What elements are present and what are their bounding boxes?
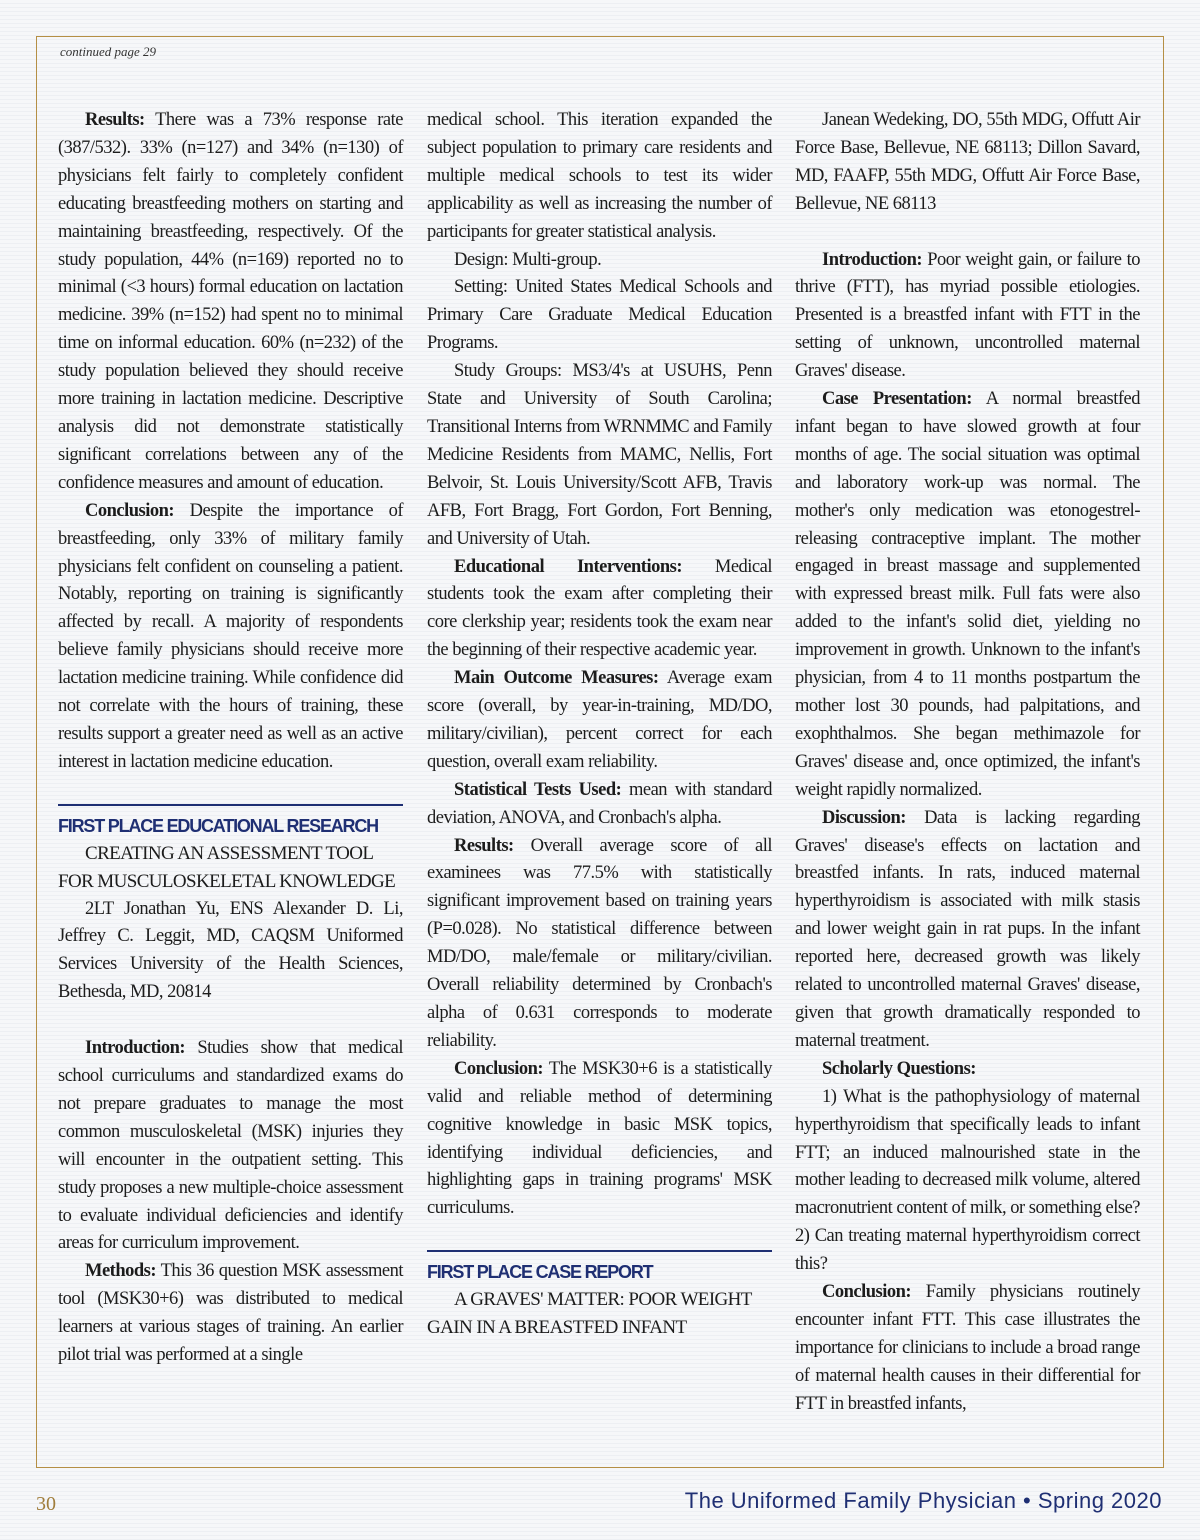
article-title-graves: A GRAVES' MATTER: POOR WEIGHT GAIN IN A BREASTFED INFANT	[427, 1289, 752, 1339]
intro-label: Introduction:	[85, 1038, 186, 1059]
section-heading-case-report: FIRST PLACE CASE REPORT	[427, 1250, 772, 1286]
discussion-text: Data is lacking regarding Graves' disease's effects on lactation and breastfed infants. In rats, induced maternal hyperthyroidism is associated with milk stasis and lower weight gain in rat pups. In the infant reported here, decreased growth was likely related to uncontrolled maternal Graves' disease, given that growth dramatically responded to maternal treatment.	[795, 807, 1140, 1051]
intro-paragraph-graves	[795, 247, 1140, 387]
case-label: Case Presentation:	[822, 389, 972, 410]
statistical-tests-paragraph	[427, 777, 772, 833]
column-2	[427, 107, 772, 1342]
conclusion-text-msk: The MSK30+6 is a statistically valid and reliable method of determining cognitive knowledge in basic MSK topics, identifying individual deficiencies, and highlighting gaps in training programs' MSK curriculums.	[427, 1058, 772, 1219]
scholarly-questions-label: Scholarly Questions:	[822, 1058, 976, 1079]
results-label: Results:	[85, 110, 145, 130]
conclusion-text: Despite the importance of breastfeeding, only 33% of military family physicians felt confident on counseling a patient. Notably, reporting on training is significantly affected by recall. A majority of respondents believe family physicians should receive more lactation medicine training. While confidence did not correlate with the hours of training, these results support a greater need as well as an active interest in lactation medicine education.	[58, 500, 403, 772]
conclusion-paragraph-msk	[427, 1056, 772, 1223]
methods-continued: medical school. This iteration expanded the subject population to primary care residents and multiple medical schools to test its wider applicability as well as increasing the number of participants for greater statistical analysis.	[427, 110, 772, 242]
intro-text: Studies show that medical school curriculums and standardized exams do not prepare graduates to manage the most common musculoskeletal (MSK) injuries they will encounter in the outpatient setting. This study proposes a new multiple-choice assessment to evaluate individual deficiencies and identify areas for curriculum improvement.	[58, 1038, 404, 1254]
results-label-msk: Results:	[454, 835, 514, 856]
edint-label: Educational Interventions:	[454, 556, 682, 577]
methods-paragraph	[58, 1258, 403, 1370]
mom-text: Average exam score (overall, by year-in-training, MD/DO, military/civilian), percent correct for each question, overall exam reliability.	[427, 668, 772, 772]
column-1	[58, 107, 403, 1370]
conclusion-paragraph	[58, 498, 403, 777]
intro-label-graves: Introduction:	[822, 249, 923, 270]
authors-graves: Janean Wedeking, DO, 55th MDG, Offutt Air Force Base, Bellevue, NE 68113; Dillon Savard, MD, FAAFP, 55th MDG, Offutt Air Force Base, Bellevue, NE 68113	[795, 110, 1140, 214]
conclusion-paragraph-graves	[795, 1279, 1140, 1419]
results-text-msk: Overall average score of all examinees was 77.5% with statistically significant improvement based on training years (P=0.028). No statistical difference between MD/DO, male/female or military/civilian. Overall reliability determined by Cronbach's alpha of 0.631 corresponds to moderate reliability.	[427, 835, 772, 1051]
discussion-label: Discussion:	[822, 807, 906, 828]
column-3	[795, 107, 1140, 1419]
continued-note: continued page 29	[60, 44, 157, 59]
results-text: There was a 73% response rate (387/532). 33% (n=127) and 34% (n=130) of physicians felt fairly to completely confident educating breastfeeding mothers on starting and maintaining breastfeeding, respectively. Of the study population, 44% (n=169) reported no to minimal (<3 hours) formal education on lactation medicine. 39% (n=152) had spent no to minimal time on informal education. 60% (n=232) of the study population believed they should receive more training in lactation medicine. Descriptive analysis did not demonstrate statistically significant correlations between any of the confidence measures and amount of education.	[58, 110, 403, 493]
edint-text: Medical students took the exam after completing their core clerkship year; residents took the exam near the beginning of their respective academic year.	[427, 556, 772, 661]
scholarly-questions-heading	[795, 1056, 1140, 1084]
case-text: A normal breastfed infant began to have slowed growth at four months of age. The social situation was optimal and laboratory work-up was normal. The mother's only medication was etonogestrel-releasing contraceptive implant. The mother engaged in breast massage and supplemented with expressed breast milk. Full fats were also added to the infant's solid diet, yielding no improvement in growth. Unknown to the infant's physician, from 4 to 11 months postpartum the mother lost 30 pounds, had palpitations, and exophthalmos. She began methimazole for Graves' disease and, once optimized, the infant's weight rapidly normalized.	[795, 389, 1140, 800]
mom-label: Main Outcome Measures:	[454, 668, 659, 689]
conclusion-label-msk: Conclusion:	[454, 1058, 544, 1079]
conclusion-label: Conclusion:	[85, 500, 175, 521]
stat-text: mean with standard deviation, ANOVA, and Cronbach's alpha.	[427, 779, 773, 828]
case-presentation-paragraph	[795, 386, 1140, 805]
discussion-paragraph	[795, 805, 1140, 1056]
results-paragraph-msk	[427, 833, 772, 1056]
section-heading-educational-research: FIRST PLACE EDUCATIONAL RESEARCH	[58, 804, 403, 840]
results-paragraph	[58, 107, 403, 498]
setting-paragraph: Setting: United States Medical Schools and Primary Care Graduate Medical Education Programs.	[427, 277, 772, 354]
methods-text: This 36 question MSK assessment tool (MSK30+6) was distributed to medical learners at various stages of training. An earlier pilot trial was performed at a single	[58, 1261, 404, 1366]
intro-text-graves: Poor weight gain, or failure to thrive (FTT), has myriad possible etiologies. Presented is a breastfed infant with FTT in the setting of unknown, uncontrolled maternal Graves' disease.	[795, 249, 1141, 382]
page-number: 30	[36, 1493, 56, 1515]
authors-msk: 2LT Jonathan Yu, ENS Alexander D. Li, Jeffrey C. Leggit, MD, CAQSM Uniformed Services University of the Health Sciences, Bethesda, MD, 20814	[58, 898, 403, 1003]
conclusion-text-graves: Family physicians routinely encounter infant FTT. This case illustrates the importance for clinicians to include a broad range of maternal health causes in their differential for FTT in breastfed infants,	[795, 1282, 1140, 1414]
methods-label: Methods:	[85, 1261, 157, 1282]
publication-title: The Uniformed Family Physician • Spring 2020	[684, 1488, 1162, 1513]
design-paragraph: Design: Multi-group.	[454, 249, 602, 270]
intro-paragraph-msk	[58, 1035, 403, 1258]
main-outcome-paragraph	[427, 665, 772, 777]
conclusion-label-graves: Conclusion:	[822, 1282, 912, 1303]
article-title-msk: CREATING AN ASSESSMENT TOOL FOR MUSCULOSKELETAL KNOWLEDGE	[58, 842, 396, 892]
stat-label: Statistical Tests Used:	[454, 779, 622, 800]
scholarly-questions-paragraph: 1) What is the pathophysiology of maternal hyperthyroidism that specifically leads to infant FTT; an induced malnourished state in the mother leading to decreased milk volume, altered macronutrient content of milk, or something else? 2) Can treating maternal hyperthyroidism correct this?	[795, 1086, 1140, 1275]
study-groups-paragraph: Study Groups: MS3/4's at USUHS, Penn State and University of South Carolina; Transitional Interns from WRNMMC and Family Medicine Residents from MAMC, Nellis, Fort Belvoir, St. Louis University/Scott AFB, Travis AFB, Fort Bragg, Fort Gordon, Fort Benning, and University of Utah.	[427, 361, 772, 549]
educational-interventions-paragraph	[427, 554, 772, 666]
